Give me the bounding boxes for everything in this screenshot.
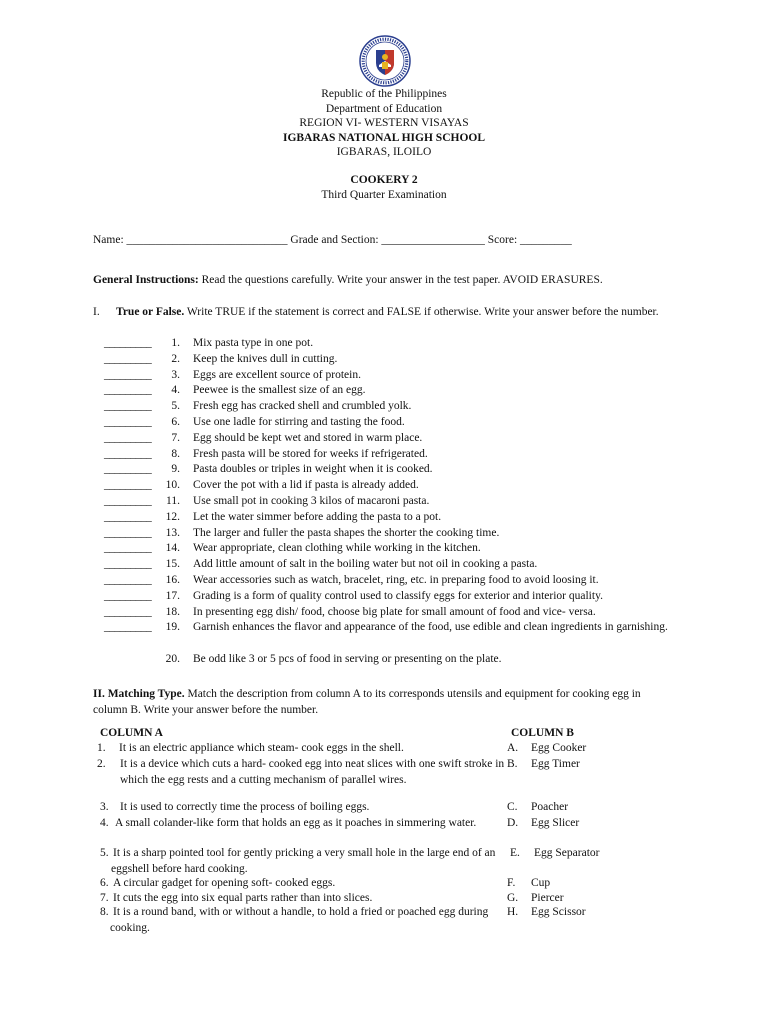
item-number: 11. (166, 494, 180, 507)
item-number: 16. (165, 573, 180, 586)
item-number: 5. (171, 400, 180, 413)
name-grade-score-line[interactable]: Name: ____________________________ Grade and Section: __________________ Score: _________ (93, 234, 572, 246)
item-letter: D. (507, 817, 519, 829)
item-statement: Keep the knives dull in cutting. (193, 352, 338, 365)
header-republic: Republic of the Philippines (321, 88, 447, 100)
list-item (100, 905, 510, 937)
item-number: 2. (97, 758, 106, 770)
item-description: It is used to correctly time the process of boiling eggs. (120, 801, 370, 813)
answer-blank[interactable]: _________ (104, 589, 152, 602)
item-description: It is a device which cuts a hard- cooked egg into neat slices with one swift stroke in which the egg rests and a cutting mechanism of parallel wires. (120, 758, 505, 786)
item-description: It is a round band, with or without a handle, to hold a fried or poached egg during cooking. (110, 906, 489, 934)
item-statement: Wear appropriate, clean clothing while working in the kitchen. (193, 542, 481, 555)
item-statement: Pasta doubles or triples in weight when it is cooked. (193, 463, 433, 476)
column-b-title: COLUMN B (511, 727, 574, 739)
item-statement: Peewee is the smallest size of an egg. (193, 384, 366, 397)
answer-blank[interactable]: _________ (104, 621, 152, 634)
item-equipment: Piercer (531, 892, 564, 904)
item-number: 19. (165, 621, 180, 634)
header-department: Department of Education (325, 102, 443, 115)
list-item (507, 816, 579, 832)
list-item (100, 846, 511, 878)
item-equipment: Egg Cooker (531, 742, 587, 754)
list-item (507, 905, 586, 921)
section-instructions: Write TRUE if the statement is correct and FALSE if otherwise. Write your answer before the number. (184, 306, 659, 318)
item-statement: The larger and fuller the pasta shapes the shorter the cooking time. (193, 526, 500, 539)
item-number: 8. (171, 447, 180, 460)
item-statement: In presenting egg dish/ food, choose big plate for small amount of food and vice- versa. (193, 605, 596, 618)
item-equipment: Egg Scissor (531, 906, 586, 918)
item-number: 7. (100, 892, 109, 904)
list-item (100, 876, 510, 892)
item-description: It cuts the egg into six equal parts rather than into slices. (113, 892, 373, 904)
item-number: 10. (165, 479, 180, 492)
answer-blank[interactable]: _________ (104, 526, 152, 539)
answer-blank[interactable]: _________ (104, 558, 152, 571)
item-number: 1. (97, 742, 106, 754)
answer-blank[interactable]: _________ (104, 494, 152, 507)
answer-blank[interactable]: _________ (104, 384, 152, 397)
item-number: 6. (100, 877, 109, 889)
answer-blank[interactable]: _________ (104, 352, 152, 365)
item-number: 3. (171, 368, 180, 381)
item-number: 14. (165, 542, 180, 555)
header-school: IGBARAS NATIONAL HIGH SCHOOL (282, 131, 486, 144)
answer-blank[interactable]: _________ (104, 573, 152, 586)
item-letter: H. (507, 906, 519, 918)
list-item (97, 741, 529, 757)
answer-blank[interactable]: _________ (104, 542, 152, 555)
item-number: 8. (100, 906, 109, 918)
item-statement: Fresh pasta will be stored for weeks if refrigerated. (193, 447, 428, 460)
section-number: II. (93, 688, 105, 700)
general-instructions (93, 273, 603, 289)
subject-title: COOKERY 2 (350, 174, 418, 186)
item-equipment: Poacher (531, 801, 569, 813)
item-number: 1. (171, 337, 180, 349)
deped-seal-logo (359, 35, 411, 87)
list-item (507, 800, 568, 816)
item-statement: Egg should be kept wet and stored in warm place. (193, 431, 423, 444)
item-number: 17. (165, 589, 180, 602)
answer-blank[interactable]: _________ (104, 431, 152, 444)
instructions-label: General Instructions: (93, 274, 199, 286)
header-region: REGION VI- WESTERN VISAYAS (299, 117, 469, 129)
item-number: 4. (171, 384, 180, 397)
item-statement: Use small pot in cooking 3 kilos of macaroni pasta. (193, 494, 430, 507)
item-number: 5. (100, 847, 109, 859)
section-matching-heading (93, 687, 678, 719)
item-statement: Use one ladle for stirring and tasting the food. (193, 415, 405, 428)
item-number: 13. (165, 526, 180, 539)
item-statement: Fresh egg has cracked shell and crumbled yolk. (193, 400, 412, 413)
item-description: It is a sharp pointed tool for gently pricking a very small hole in the large end of an eggshell before hard cooking. (111, 847, 496, 875)
document-header (0, 87, 768, 160)
item-description: A small colander-like form that holds an egg as it poaches in simmering water. (115, 817, 477, 829)
instructions-text: Read the questions carefully. Write your answer in the test paper. AVOID ERASURES. (198, 274, 603, 286)
item-number: 15. (165, 558, 180, 571)
item-statement: Be odd like 3 or 5 pcs of food in serving or presenting on the plate. (193, 652, 502, 665)
section-title: True or False. (116, 306, 185, 318)
item-number: 9. (171, 463, 180, 476)
answer-blank[interactable]: _________ (104, 463, 152, 476)
item-statement: Garnish enhances the flavor and appearance of the food, use edible and clean ingredients in garnishing. (193, 621, 668, 634)
list-item (507, 757, 580, 773)
item-statement: Let the water simmer before adding the pasta to a pot. (193, 510, 442, 523)
answer-blank[interactable]: _________ (104, 415, 152, 428)
item-number: 2. (171, 352, 180, 365)
column-a-title: COLUMN A (100, 727, 163, 739)
list-item (507, 741, 586, 757)
item-number: 3. (100, 801, 109, 813)
item-letter: F. (507, 877, 516, 889)
section-number: I. (93, 306, 100, 318)
section-title: Matching Type. (107, 688, 185, 700)
item-description: It is an electric appliance which steam- cook eggs in the shell. (119, 742, 404, 754)
item-number: 7. (171, 431, 180, 444)
item-number: 6. (171, 415, 180, 428)
list-item (97, 757, 530, 789)
list-item (507, 876, 550, 892)
answer-blank[interactable]: _________ (104, 447, 152, 460)
item-letter: G. (507, 892, 519, 904)
list-item (100, 800, 510, 816)
answer-blank[interactable]: _________ (104, 510, 152, 523)
item-number: 18. (165, 605, 180, 618)
item-number: 12. (165, 510, 180, 523)
list-item (510, 846, 599, 862)
item-statement: Eggs are excellent source of protein. (193, 368, 361, 381)
exam-title: Third Quarter Examination (321, 189, 447, 201)
item-equipment: Egg Slicer (531, 817, 580, 829)
answer-blank[interactable]: _________ (104, 400, 152, 413)
item-statement: Mix pasta type in one pot. (193, 337, 314, 349)
item-equipment: Egg Timer (531, 758, 580, 770)
item-equipment: Egg Separator (534, 847, 600, 859)
answer-blank[interactable]: _________ (104, 368, 152, 381)
answer-blank[interactable]: _________ (104, 337, 152, 349)
item-statement: Grading is a form of quality control used to classify eggs for exterior and interior quality. (193, 589, 603, 602)
item-number: 20. (165, 652, 180, 665)
item-letter: C. (507, 801, 518, 813)
section-instructions: Match the description from column A to its corresponds utensils and equipment for cooking egg in column B. Write your answer before the number. (93, 688, 641, 716)
list-item (100, 816, 520, 832)
header-location: IGBARAS, ILOILO (336, 146, 432, 158)
answer-blank[interactable]: _________ (104, 479, 152, 492)
item-description: A circular gadget for opening soft- cooked eggs. (113, 877, 336, 889)
answer-blank[interactable]: _________ (104, 605, 152, 618)
item-statement: Cover the pot with a lid if pasta is already added. (193, 479, 419, 492)
item-letter: E. (510, 847, 520, 859)
item-statement: Add little amount of salt in the boiling water but not oil in cooking a pasta. (193, 558, 538, 571)
item-letter: B. (507, 758, 518, 770)
item-number: 4. (100, 817, 109, 829)
subject-block (0, 173, 768, 203)
item-equipment: Cup (531, 877, 551, 889)
item-statement: Wear accessories such as watch, bracelet, ring, etc. in preparing food to avoid loosing it. (193, 573, 599, 586)
item-letter: A. (507, 742, 519, 754)
